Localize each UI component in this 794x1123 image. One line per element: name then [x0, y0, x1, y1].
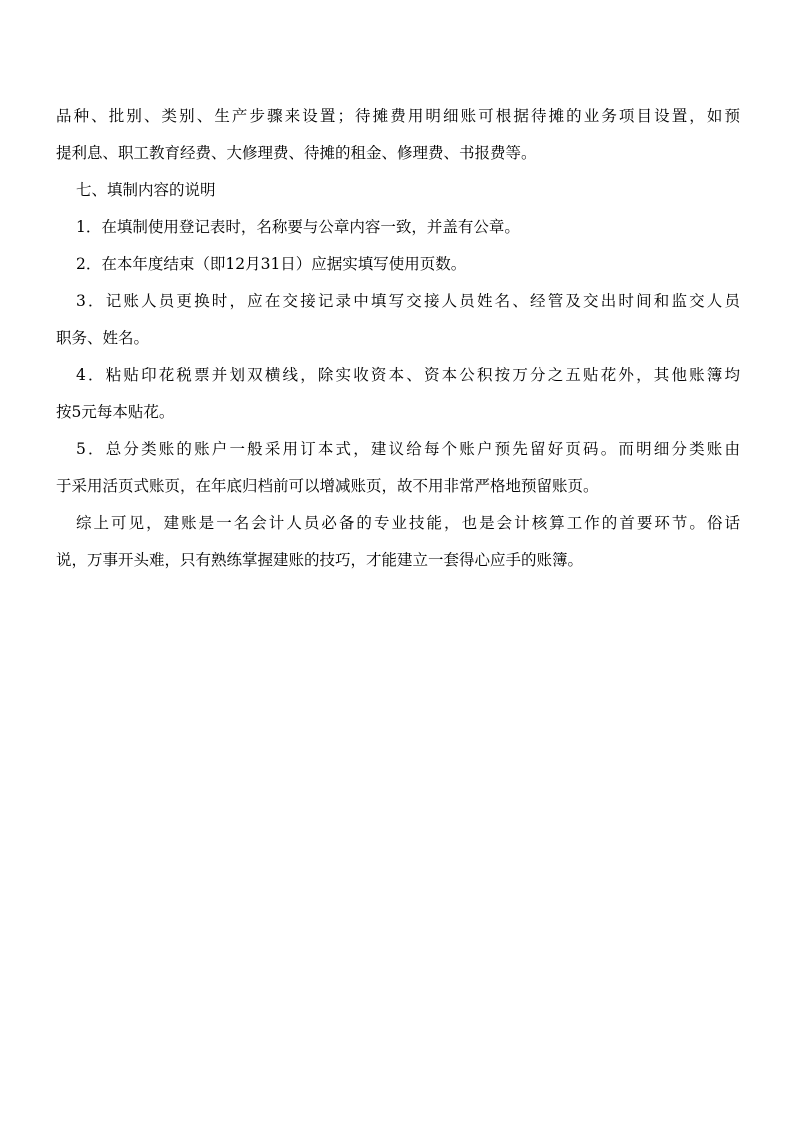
- list-item: 5．总分类账的账户一般采用订本式，建议给每个账户预先留好页码。而明细分类账由: [76, 440, 740, 458]
- conclusion-paragraph: 综上可见，建账是一名会计人员必备的专业技能，也是会计核算工作的首要环节。俗话: [76, 514, 740, 532]
- list-item-continuation: 职务、姓名。: [56, 329, 150, 347]
- list-item-continuation: 于采用活页式账页，在年底归档前可以增减账页，故不用非常严格地预留账页。: [56, 477, 599, 495]
- conclusion-paragraph-continuation: 说，万事开头难，只有熟练掌握建账的技巧，才能建立一套得心应手的账簿。: [56, 551, 584, 569]
- section-heading: 七、填制内容的说明: [76, 181, 216, 199]
- list-item: 4．粘贴印花税票并划双横线，除实收资本、资本公积按万分之五贴花外，其他账簿均: [76, 366, 740, 384]
- list-item: 2．在本年度结束（即12月31日）应据实填写使用页数。: [76, 255, 467, 273]
- list-item-continuation: 按5元每本贴花。: [56, 403, 175, 421]
- paragraph-line: 品种、批别、类别、生产步骤来设置；待摊费用明细账可根据待摊的业务项目设置，如预: [56, 107, 740, 125]
- paragraph-line: 提利息、职工教育经费、大修理费、待摊的租金、修理费、书报费等。: [56, 144, 537, 162]
- document-body: [56, 98, 740, 579]
- list-item: 3．记账人员更换时，应在交接记录中填写交接人员姓名、经管及交出时间和监交人员: [76, 292, 740, 310]
- list-item: 1．在填制使用登记表时，名称要与公章内容一致，并盖有公章。: [76, 218, 520, 236]
